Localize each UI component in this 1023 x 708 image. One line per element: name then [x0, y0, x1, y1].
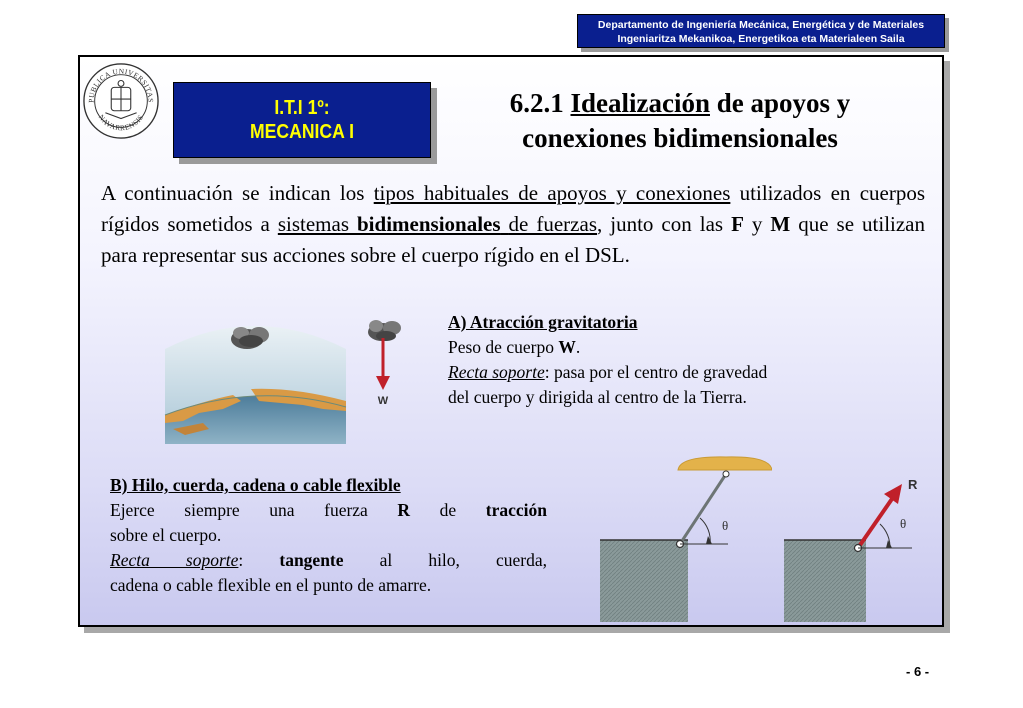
intro-bold-f: F — [731, 212, 744, 236]
weight-force-figure — [360, 318, 410, 410]
earth-atmosphere-figure — [163, 309, 348, 444]
intro-underline-1: tipos habituales de apoyos y conexiones — [373, 181, 731, 205]
course-line-2: MECANICA I — [250, 121, 354, 143]
section-a-line-2-rest: : pasa por el centro de gravedad — [544, 362, 768, 382]
intro-text-5: que se utilizan para representar sus acciones sobre el cuerpo rígido en el DSL. — [101, 212, 926, 267]
intro-underline-bold: bidimensionales — [357, 212, 501, 236]
section-b-l3d: al hilo, cuerda, — [343, 550, 547, 570]
department-name-eu: Ingeniaritza Mekanikoa, Energetikoa eta Materialeen Saila — [617, 33, 905, 45]
section-a-heading: A) Atracción gravitatoria — [448, 312, 638, 332]
section-b-line-2: sobre el cuerpo. — [110, 525, 222, 545]
university-seal-logo — [82, 62, 160, 140]
section-b-l1c: de — [410, 500, 486, 520]
intro-text-2: utilizados en cuerpos rígidos sometidos a — [101, 181, 925, 236]
title-rest-line1: de apoyos y — [716, 88, 851, 118]
intro-text-4: y — [743, 212, 771, 236]
section-a-line-1-text: Peso de cuerpo — [448, 337, 559, 357]
section-b-recta-soporte: Recta soporte — [110, 550, 239, 570]
department-banner — [577, 14, 945, 48]
angle-label: θ — [722, 518, 729, 533]
intro-text-3: , junto con las — [597, 212, 732, 236]
weight-arrow-head-icon — [376, 376, 390, 390]
section-b-l3b: : — [238, 550, 280, 570]
rigid-body-block — [600, 540, 688, 622]
section-b-force-symbol: R — [397, 500, 411, 520]
page-number: - 6 - — [906, 664, 930, 679]
ceiling-block — [678, 457, 772, 470]
intro-underline-4: de fuerzas — [508, 212, 597, 236]
seal-text-bottom: NAVARRENSIS — [96, 112, 146, 133]
section-a-line-2 — [448, 360, 918, 385]
title-underlined-word: Idealización — [570, 88, 710, 118]
section-b-line-3 — [110, 548, 547, 573]
weight-label: W — [377, 395, 389, 407]
cable-line — [680, 474, 729, 544]
section-b-traccion: tracción — [485, 500, 547, 520]
section-b-line-4: cadena o cable flexible en el punto de amarre. — [110, 575, 432, 595]
cable-support-figure — [596, 452, 772, 624]
slide-title — [460, 86, 900, 156]
section-a-line-1 — [448, 335, 918, 360]
intro-bold-m: M — [770, 212, 791, 236]
force-r-figure — [780, 474, 930, 624]
section-a — [448, 310, 918, 410]
intro-text-1: A continuación se indican los — [101, 181, 374, 205]
seal-text-top: PUBLICA UNIVERSITAS — [86, 66, 156, 103]
section-a-line-3: del cuerpo y dirigida al centro de la Tierra. — [448, 387, 747, 407]
section-b — [110, 473, 547, 598]
course-label-box — [173, 82, 431, 158]
title-line2: conexiones bidimensionales — [522, 123, 838, 153]
angle-label: θ — [900, 516, 907, 531]
section-b-heading: B) Hilo, cuerda, cadena o cable flexible — [110, 475, 401, 495]
section-b-tangente: tangente — [279, 550, 344, 570]
intro-paragraph — [101, 178, 925, 271]
section-a-weight-symbol: W — [558, 337, 576, 357]
section-a-recta-soporte: Recta soporte — [448, 362, 545, 382]
course-line-1: I.T.I 1º: — [274, 97, 330, 119]
force-r-arrow-shaft — [858, 496, 894, 548]
department-name-es: Departamento de Ingeniería Mecánica, Energética y de Materiales — [597, 19, 925, 31]
section-b-line-1 — [110, 498, 547, 523]
force-r-label: R — [908, 477, 918, 492]
force-r-arrow-head-icon — [884, 484, 902, 504]
cloud-icon — [368, 320, 401, 341]
rigid-body-block — [784, 540, 866, 622]
section-b-l1a: Ejerce siempre una fuerza — [110, 500, 398, 520]
intro-underline-2: sistemas — [277, 212, 349, 236]
section-a-line-1-end: . — [575, 337, 581, 357]
title-number: 6.2.1 — [509, 88, 564, 118]
